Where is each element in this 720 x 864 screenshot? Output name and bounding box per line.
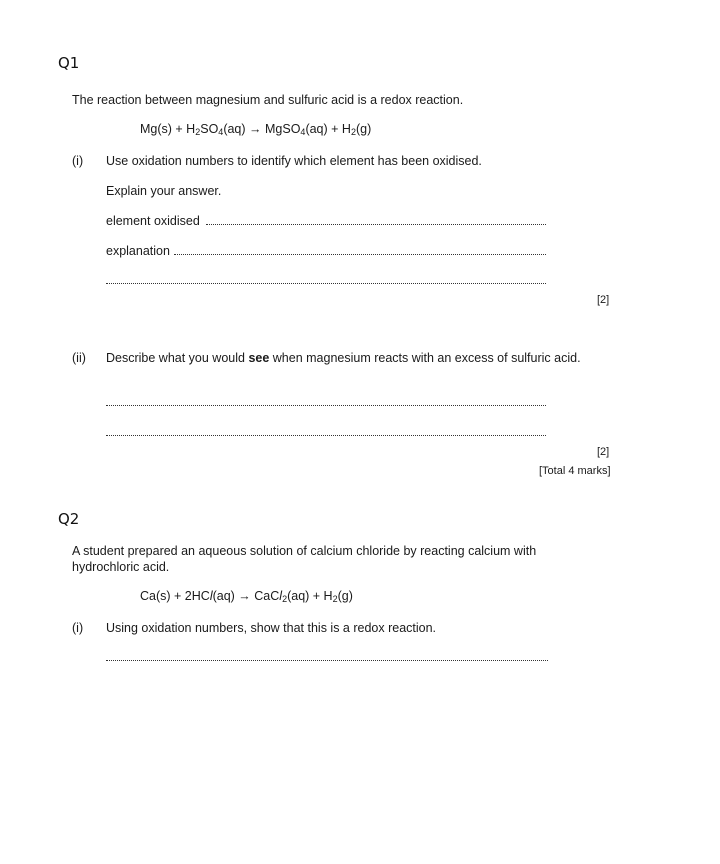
element-oxidised-answer-line[interactable]: [206, 224, 546, 225]
q2-heading: Q2: [58, 510, 80, 528]
q1-part-i-question: Use oxidation numbers to identify which element has been oxidised.: [106, 154, 482, 168]
q1-part-i-instruction: Explain your answer.: [106, 184, 222, 198]
q2-equation: Ca(s) + 2HCl(aq) → CaCl$_2$(aq) + $H_2(g)$: [140, 589, 353, 604]
element-oxidised-label: element oxidised: [106, 214, 200, 228]
q1-part-ii-marks: [2]: [597, 446, 610, 458]
q1-intro: The reaction between magnesium and sulfuric acid is a redox reaction.: [72, 93, 464, 107]
q2-part-i-question: Using oxidation numbers, show that this is a redox reaction.: [106, 621, 437, 635]
q1-part-ii-number: (ii): [72, 351, 86, 365]
q1-total-marks: [Total 4 marks]: [539, 465, 611, 477]
q1-part-ii-question: Describe what you would see when magnesium reacts with an excess of sulfuric acid.: [106, 351, 581, 365]
q1-part-ii-answer-line-1[interactable]: [106, 405, 546, 406]
q2-part-i-answer-line[interactable]: [106, 660, 548, 661]
explanation-answer-line-2[interactable]: [106, 283, 546, 284]
q1-equation: $Mg(s) + H_2SO_4(aq)$ → MgSO$_4$(aq) + $H_2(g)$: [140, 122, 372, 137]
q1-part-i-marks: [2]: [597, 294, 610, 306]
q1-part-i-number: (i): [72, 154, 84, 168]
explanation-label: explanation: [106, 244, 170, 258]
q2-part-i-number: (i): [72, 621, 84, 635]
explanation-answer-line[interactable]: [174, 254, 546, 255]
q2-intro: A student prepared an aqueous solution of calcium chloride by reacting calcium with hydrochloric acid.: [72, 544, 537, 574]
q1-heading: Q1: [58, 54, 80, 72]
q1-part-ii-answer-line-2[interactable]: [106, 435, 546, 436]
